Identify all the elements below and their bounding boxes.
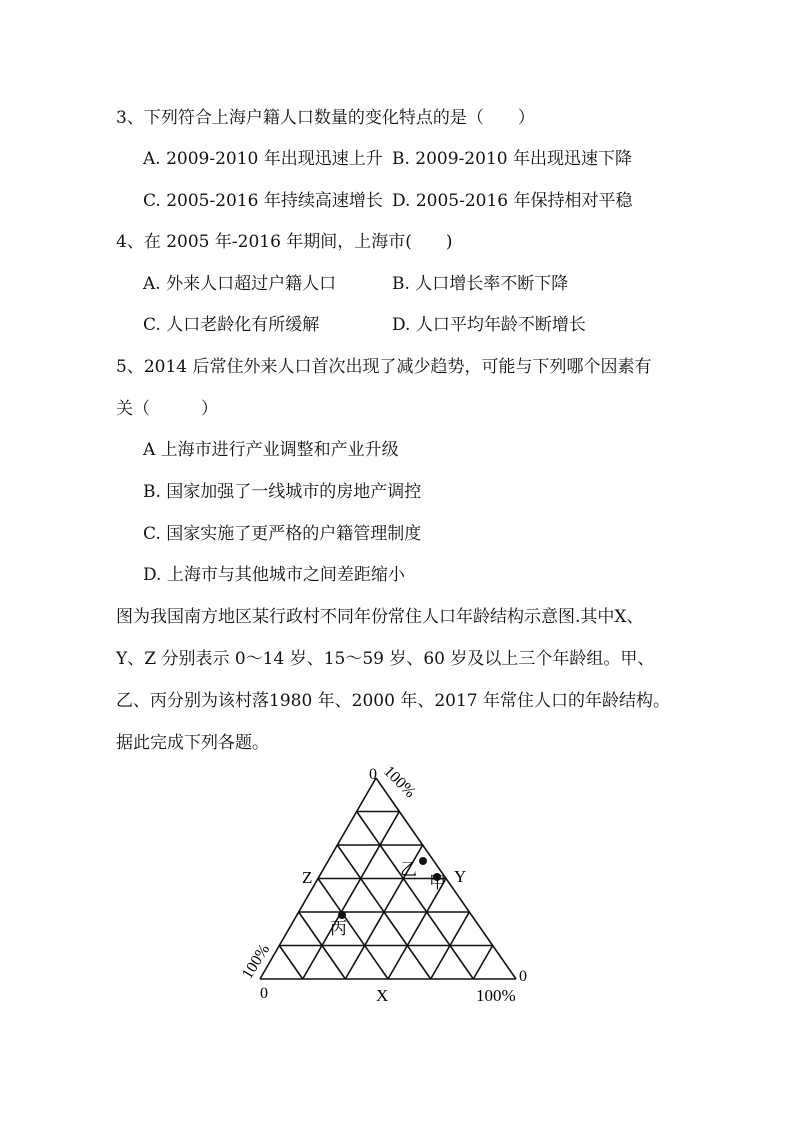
point-bing [338, 911, 346, 919]
intro-line-4: 据此完成下列各题。 [116, 733, 269, 753]
q5-option-a: A 上海市进行产业调整和产业升级 [143, 440, 399, 460]
q3-option-d: D. 2005-2016 年保持相对平稳 [392, 191, 633, 211]
triangle-grid [260, 778, 516, 979]
q5-option-d: D. 上海市与其他城市之间差距缩小 [143, 565, 405, 585]
point-label-bing: 丙 [330, 919, 347, 938]
ternary-age-structure-diagram [236, 758, 536, 1008]
grid-line-left-slant [303, 812, 400, 980]
bottom-percent-label: 100% [476, 986, 516, 1005]
q4-option-a: A. 外来人口超过户籍人口 [143, 274, 337, 294]
grid-line-left-slant [388, 879, 446, 980]
top-percent-label: 100% [380, 762, 419, 802]
axis-z-label: Z [302, 868, 313, 887]
q4-option-b: B. 人口增长率不断下降 [392, 274, 569, 294]
intro-line-3: 乙、丙分别为该村落1980 年、2000 年、2017 年常住人口的年龄结构。 [116, 691, 671, 711]
q3-option-c: C. 2005-2016 年持续高速增长 [143, 191, 383, 211]
q5-option-b: B. 国家加强了一线城市的房地产调控 [143, 482, 422, 502]
q5-stem-line1: 5、2014 后常住外来人口首次出现了减少趋势，可能与下列哪个因素有 [116, 357, 652, 377]
bottom-right-zero-label: 0 [519, 968, 527, 985]
grid-line-right-slant [318, 879, 388, 980]
point-label-yi: 乙 [400, 860, 417, 879]
point-yi [419, 857, 427, 865]
grid-line-right-slant [357, 812, 474, 980]
intro-line-1: 图为我国南方地区某行政村不同年份常住人口年龄结构示意图.其中X、 [116, 607, 644, 627]
left-percent-label: 100% [238, 941, 274, 983]
bottom-left-zero-label: 0 [260, 985, 268, 1002]
q4-option-c: C. 人口老龄化有所缓解 [143, 315, 320, 335]
q3-option-a: A. 2009-2010 年出现迅速上升 [143, 149, 383, 169]
q3-option-b: B. 2009-2010 年出现迅速下降 [392, 149, 632, 169]
grid-line-left-slant [473, 946, 492, 980]
q5-stem-line2: 关（ ） [116, 399, 218, 419]
q4-option-d: D. 人口平均年龄不断增长 [392, 315, 586, 335]
q4-stem: 4、在 2005 年-2016 年期间，上海市( ) [116, 232, 453, 252]
q5-option-c: C. 国家实施了更严格的户籍管理制度 [143, 524, 422, 544]
grid-line-right-slant [279, 946, 302, 980]
axis-y-label: Y [454, 867, 467, 886]
intro-line-2: Y、Z 分别表示 0～14 岁、15～59 岁、60 岁及以上三个年龄组。甲、 [116, 649, 655, 669]
axis-x-label: X [376, 986, 389, 1005]
q3-stem: 3、下列符合上海户籍人口数量的变化特点的是（ ） [116, 108, 535, 128]
top-zero-label: 0 [369, 766, 377, 783]
point-label-jia: 甲 [429, 873, 446, 892]
